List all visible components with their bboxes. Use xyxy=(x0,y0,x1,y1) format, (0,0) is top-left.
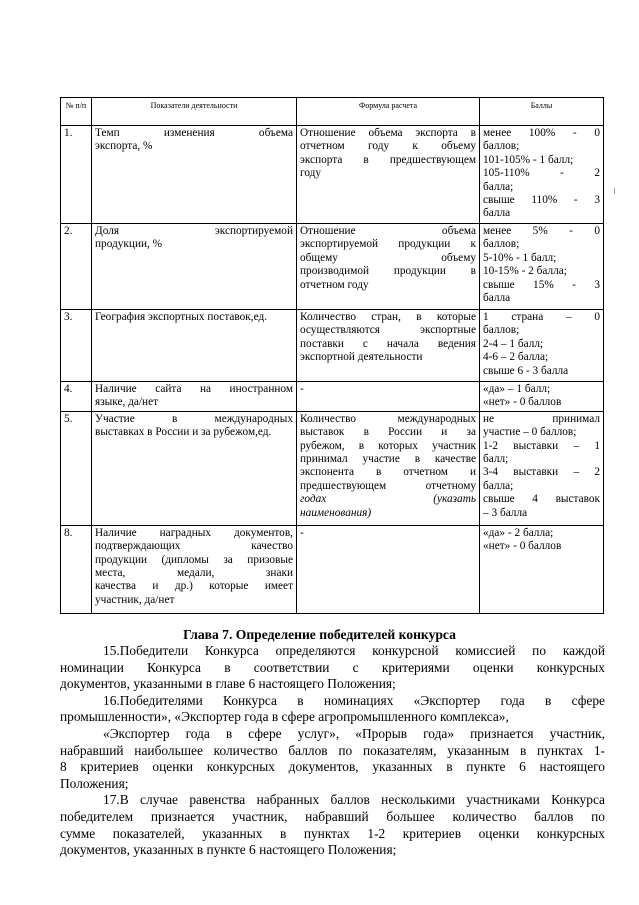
header-indicator: Показатели деятельности xyxy=(92,98,297,126)
cell-line: рубежом, в которых участник xyxy=(300,439,476,452)
cell-line: Темп изменения объема xyxy=(95,127,293,139)
cell-line: экспонента в отчетном и xyxy=(300,466,476,479)
cell-line: 3-4 выставки – 2 xyxy=(483,466,600,479)
cell-formula xyxy=(297,411,480,525)
cell-points xyxy=(480,310,604,382)
cell-indicator xyxy=(92,525,297,613)
cell-line: баллов; xyxy=(483,238,520,251)
cell-points xyxy=(480,382,604,412)
paragraph-line: сумме показателей, указанных в пунктах 1-2 критериев оценки конкурсных xyxy=(60,825,605,841)
cell-num: 8. xyxy=(61,525,92,613)
paragraph-line: документов, указанных в пункте 6 настоящего Положения; xyxy=(60,842,397,858)
cell-line: – 3 балла xyxy=(483,506,528,519)
cell-line: места, медали, знаки xyxy=(95,567,293,580)
paragraph-line: победителем признается участник, набравший большее количество баллов по xyxy=(60,808,605,824)
cell-formula xyxy=(297,224,480,310)
paragraph-line: Положения; xyxy=(60,775,129,791)
header-num: № п/п xyxy=(61,98,92,126)
cell-line: экспортной деятельности xyxy=(300,351,423,364)
cell-line: принимал участие в качестве xyxy=(300,453,476,466)
paragraph xyxy=(60,693,605,726)
cell-line: балл; xyxy=(483,453,509,466)
cell-line: выставках в России и за рубежом,ед. xyxy=(95,426,272,439)
cell-line: балла; xyxy=(483,180,514,193)
cell-line: Участие в международных xyxy=(95,412,293,425)
cell-line: Доля экспортируемой xyxy=(95,225,293,237)
cell-line: экспортируемой продукции к xyxy=(300,238,476,251)
cell-num: 1. xyxy=(61,126,92,224)
body-text xyxy=(60,643,605,859)
cell-line: языке, да/нет xyxy=(95,396,159,409)
cell-line: 105-110% - 2 xyxy=(483,167,600,180)
paragraph-line: промышленности», «Экспортер года в сфере агропромышленного комплекса», xyxy=(60,709,509,725)
cell-line: годах (указать xyxy=(300,493,476,506)
cell-line: Отношение объема экспорта в xyxy=(300,127,476,139)
cell-line: менее 5% - 0 xyxy=(483,225,600,237)
table-row xyxy=(61,224,604,310)
cell-num: 5. xyxy=(61,411,92,525)
cell-line: 5-10% - 1 балл; xyxy=(483,251,557,264)
cell-line: 101-105% - 1 балл; xyxy=(483,153,574,166)
cell-line: баллов; xyxy=(483,324,520,337)
cell-line: году xyxy=(300,167,322,180)
cell-line: продукции, % xyxy=(95,238,163,251)
cell-indicator xyxy=(92,126,297,224)
cell-line: наименования) xyxy=(300,506,372,519)
paragraph xyxy=(60,792,605,858)
margin-mark xyxy=(614,188,615,194)
cell-line: балла; xyxy=(483,479,514,492)
cell-line: предшествующем отчетному xyxy=(300,479,476,492)
cell-line: Наличие наградных документов, xyxy=(95,526,293,539)
header-formula: Формула расчета xyxy=(297,98,480,126)
cell-line: поставки с начала ведения xyxy=(300,337,476,350)
cell-line: 10-15% - 2 балла; xyxy=(483,265,567,278)
cell-line: «да» - 2 балла; xyxy=(483,526,554,539)
cell-formula: - xyxy=(297,382,480,412)
cell-line: Отношение объема xyxy=(300,225,476,237)
cell-line: не принимал xyxy=(483,412,600,425)
cell-line: экспорта, % xyxy=(95,140,153,153)
cell-num: 3. xyxy=(61,310,92,382)
header-points: Баллы xyxy=(480,98,604,126)
cell-points xyxy=(480,411,604,525)
cell-indicator xyxy=(92,411,297,525)
cell-num: 4. xyxy=(61,382,92,412)
cell-line: подтверждающих качество xyxy=(95,540,293,553)
cell-points xyxy=(480,224,604,310)
table-row xyxy=(61,310,604,382)
cell-indicator xyxy=(92,382,297,412)
cell-line: свыше 110% - 3 xyxy=(483,194,600,207)
cell-line: осуществляются экспортные xyxy=(300,324,476,337)
cell-line: участник, да/нет xyxy=(95,593,175,606)
paragraph-line: 16.Победителями Конкурса в номинациях «Экспортер года в сфере xyxy=(103,692,605,708)
cell-line: продукции (дипломы за призовые xyxy=(95,553,293,566)
cell-line: Наличие сайта на иностранном xyxy=(95,383,293,395)
cell-line: качества и др.) которые имеет xyxy=(95,580,293,593)
cell-line: свыше 6 - 3 балла xyxy=(483,364,569,377)
paragraph-line: номинации Конкурса в соответствии с критериями оценки конкурсных xyxy=(60,659,605,675)
cell-formula xyxy=(297,126,480,224)
chapter-title: Глава 7. Определение победителей конкурса xyxy=(183,627,456,642)
cell-line: Количество стран, в которые xyxy=(300,311,476,323)
cell-num: 2. xyxy=(61,224,92,310)
paragraph xyxy=(60,726,605,792)
cell-points xyxy=(480,525,604,613)
table-row xyxy=(61,411,604,525)
cell-line: «нет» - 0 баллов xyxy=(483,540,562,553)
cell-line: отчетном году к объему xyxy=(300,140,476,153)
cell-line: свыше 15% - 3 xyxy=(483,278,600,291)
cell-line: экспорта в предшествующем xyxy=(300,153,476,166)
criteria-table xyxy=(60,97,604,614)
paragraph-line: документов, указанными в главе 6 настоящего Положения; xyxy=(60,676,396,692)
cell-line: свыше 4 выставок xyxy=(483,493,600,506)
cell-line: баллов; xyxy=(483,140,520,153)
cell-line: «нет» - 0 баллов xyxy=(483,396,562,409)
cell-formula: - xyxy=(297,525,480,613)
cell-indicator xyxy=(92,310,297,382)
cell-formula xyxy=(297,310,480,382)
cell-line: 4-6 – 2 балла; xyxy=(483,351,549,364)
cell-line: 1 страна – 0 xyxy=(483,311,600,323)
table-row xyxy=(61,126,604,224)
paragraph-line: набравший наибольшее количество баллов по показателям, указанным в пунктах 1- xyxy=(60,742,605,758)
cell-line: балла xyxy=(483,292,511,305)
cell-line: менее 100% - 0 xyxy=(483,127,600,139)
cell-line: 2-4 – 1 балл; xyxy=(483,337,544,350)
cell-line: общему объему xyxy=(300,251,476,264)
cell-line: География экспортных поставок,ед. xyxy=(95,311,268,323)
cell-line: выставок в России и за xyxy=(300,426,476,439)
table-row xyxy=(61,525,604,613)
paragraph xyxy=(60,643,605,693)
cell-line: Количество международных xyxy=(300,412,476,425)
cell-line: производимой продукции в xyxy=(300,265,476,278)
cell-indicator xyxy=(92,224,297,310)
paragraph-line: «Экспортер года в сфере услуг», «Прорыв года» признается участник, xyxy=(103,725,605,741)
cell-line: отчетном году xyxy=(300,278,369,291)
paragraph-line: 17.В случае равенства набранных баллов несколькими участниками Конкурса xyxy=(103,792,605,808)
paragraph-line: 15.Победители Конкурса определяются конкурсной комиссией по каждой xyxy=(103,643,605,658)
cell-line: 1-2 выставки – 1 xyxy=(483,439,600,452)
cell-line: участие – 0 баллов; xyxy=(483,426,577,439)
cell-line: «да» – 1 балл; xyxy=(483,383,551,395)
table-header-row xyxy=(61,98,604,126)
cell-points xyxy=(480,126,604,224)
table-row xyxy=(61,382,604,412)
paragraph-line: 8 критериев оценки конкурсных документов, указанных в пункте 6 настоящего xyxy=(60,759,605,775)
cell-line: балла xyxy=(483,207,511,220)
